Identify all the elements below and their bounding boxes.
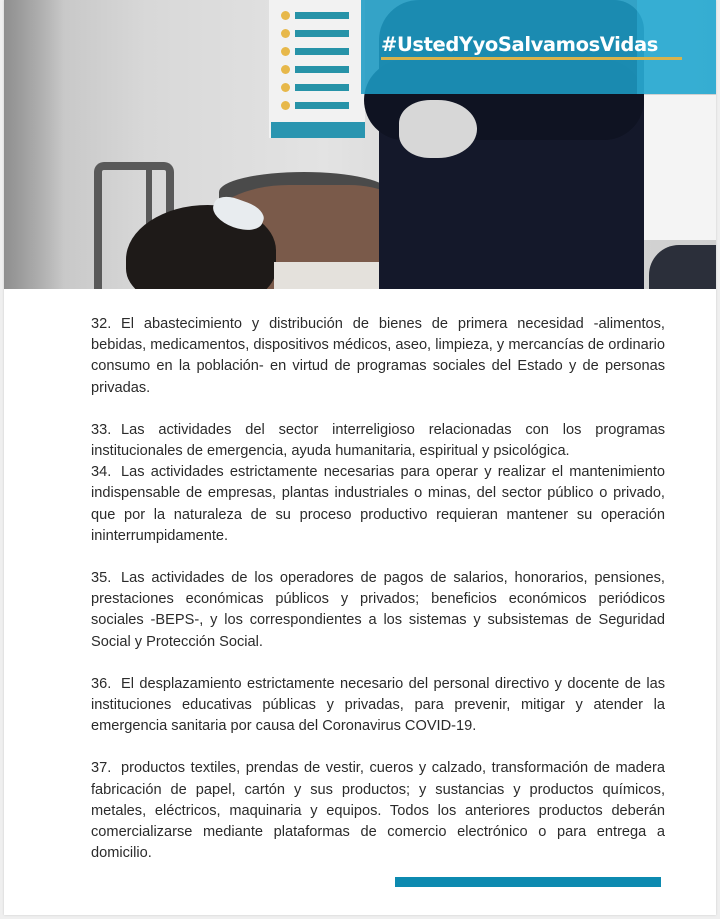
poster-bar [295,84,349,91]
poster-row [281,48,355,55]
poster-icon [281,83,290,92]
item-text: Las actividades del sector interreligioso relacionadas con los programas institucionales de emergencia, ayuda humanitaria, espiritual y psicológica. [91,421,665,460]
item-text: productos textiles, prendas de vestir, cueros y calzado, transformación de madera fabricación de papel, cartón y sus productos; y sustancias y productos químicos, metales, eléctricos, maquinaria y equipos. Todos los anteriores productos deberán comercializarse mediante plataformas de comercio electrónico o para entrega a domicilio. [91,760,665,862]
hashtag-underline [381,57,682,60]
item-text: Las actividades de los operadores de pagos de salarios, honorarios, pensiones, prestaciones económicas públicos y privados; beneficios económicos periódicos sociales -BEPS-, y los correspondientes a los sistemas y subsistemas de Seguridad Social y Protección Social. [91,570,665,650]
item-text: El desplazamiento estrictamente necesario del personal directivo y docente de las instituciones educativas públicas y privadas, para prevenir, mitigar y atender la emergencia sanitaria por causa del Coronavirus COVID-19. [91,675,665,735]
chair [649,245,716,289]
item-number: 34. [91,464,112,481]
list-item-33 [91,420,665,462]
poster-bar [295,30,349,37]
poster-row [281,66,355,73]
poster-bar [295,12,349,19]
poster-row [281,84,355,91]
document-page [4,0,716,915]
poster-icon [281,11,290,20]
list-item-35 [91,568,665,653]
footer-accent-bar [395,877,661,887]
gloved-hand [399,100,477,158]
poster-footer [271,122,365,138]
poster-row [281,30,355,37]
poster-bar [295,102,349,109]
hashtag-text: #UstedYyoSalvamosVidas [381,33,658,56]
decree-text [91,314,665,885]
list-item-37 [91,758,665,864]
list-item-34 [91,462,665,547]
item-number: 36. [91,675,112,692]
poster-bar [295,48,349,55]
item-number: 35. [91,570,112,587]
wall-shadow [4,0,64,289]
wall-poster [269,0,365,138]
item-number: 37. [91,760,112,777]
item-number: 33. [91,421,112,438]
poster-icon [281,29,290,38]
item-text: El abastecimiento y distribución de bienes de primera necesidad -alimentos, bebidas, medicamentos, dispositivos médicos, aseo, limpieza, y mercancías de ordinario consumo en la población- en virtud de programas sociales del Estado y de personas privadas. [91,316,665,396]
poster-bar [295,66,349,73]
header-photo [4,0,716,289]
item-number: 32. [91,316,112,332]
list-item-32 [91,314,665,399]
poster-icon [281,47,290,56]
poster-row [281,102,355,109]
item-text: Las actividades estrictamente necesarias para operar y realizar el mantenimiento indispensable de empresas, plantas industriales o minas, del sector público o privado, que por la naturaleza de su proceso productivo requieran mantener su operación ininterrumpidamente. [91,464,665,544]
poster-icon [281,101,290,110]
poster-row [281,12,355,19]
list-item-36 [91,674,665,738]
poster-icon [281,65,290,74]
